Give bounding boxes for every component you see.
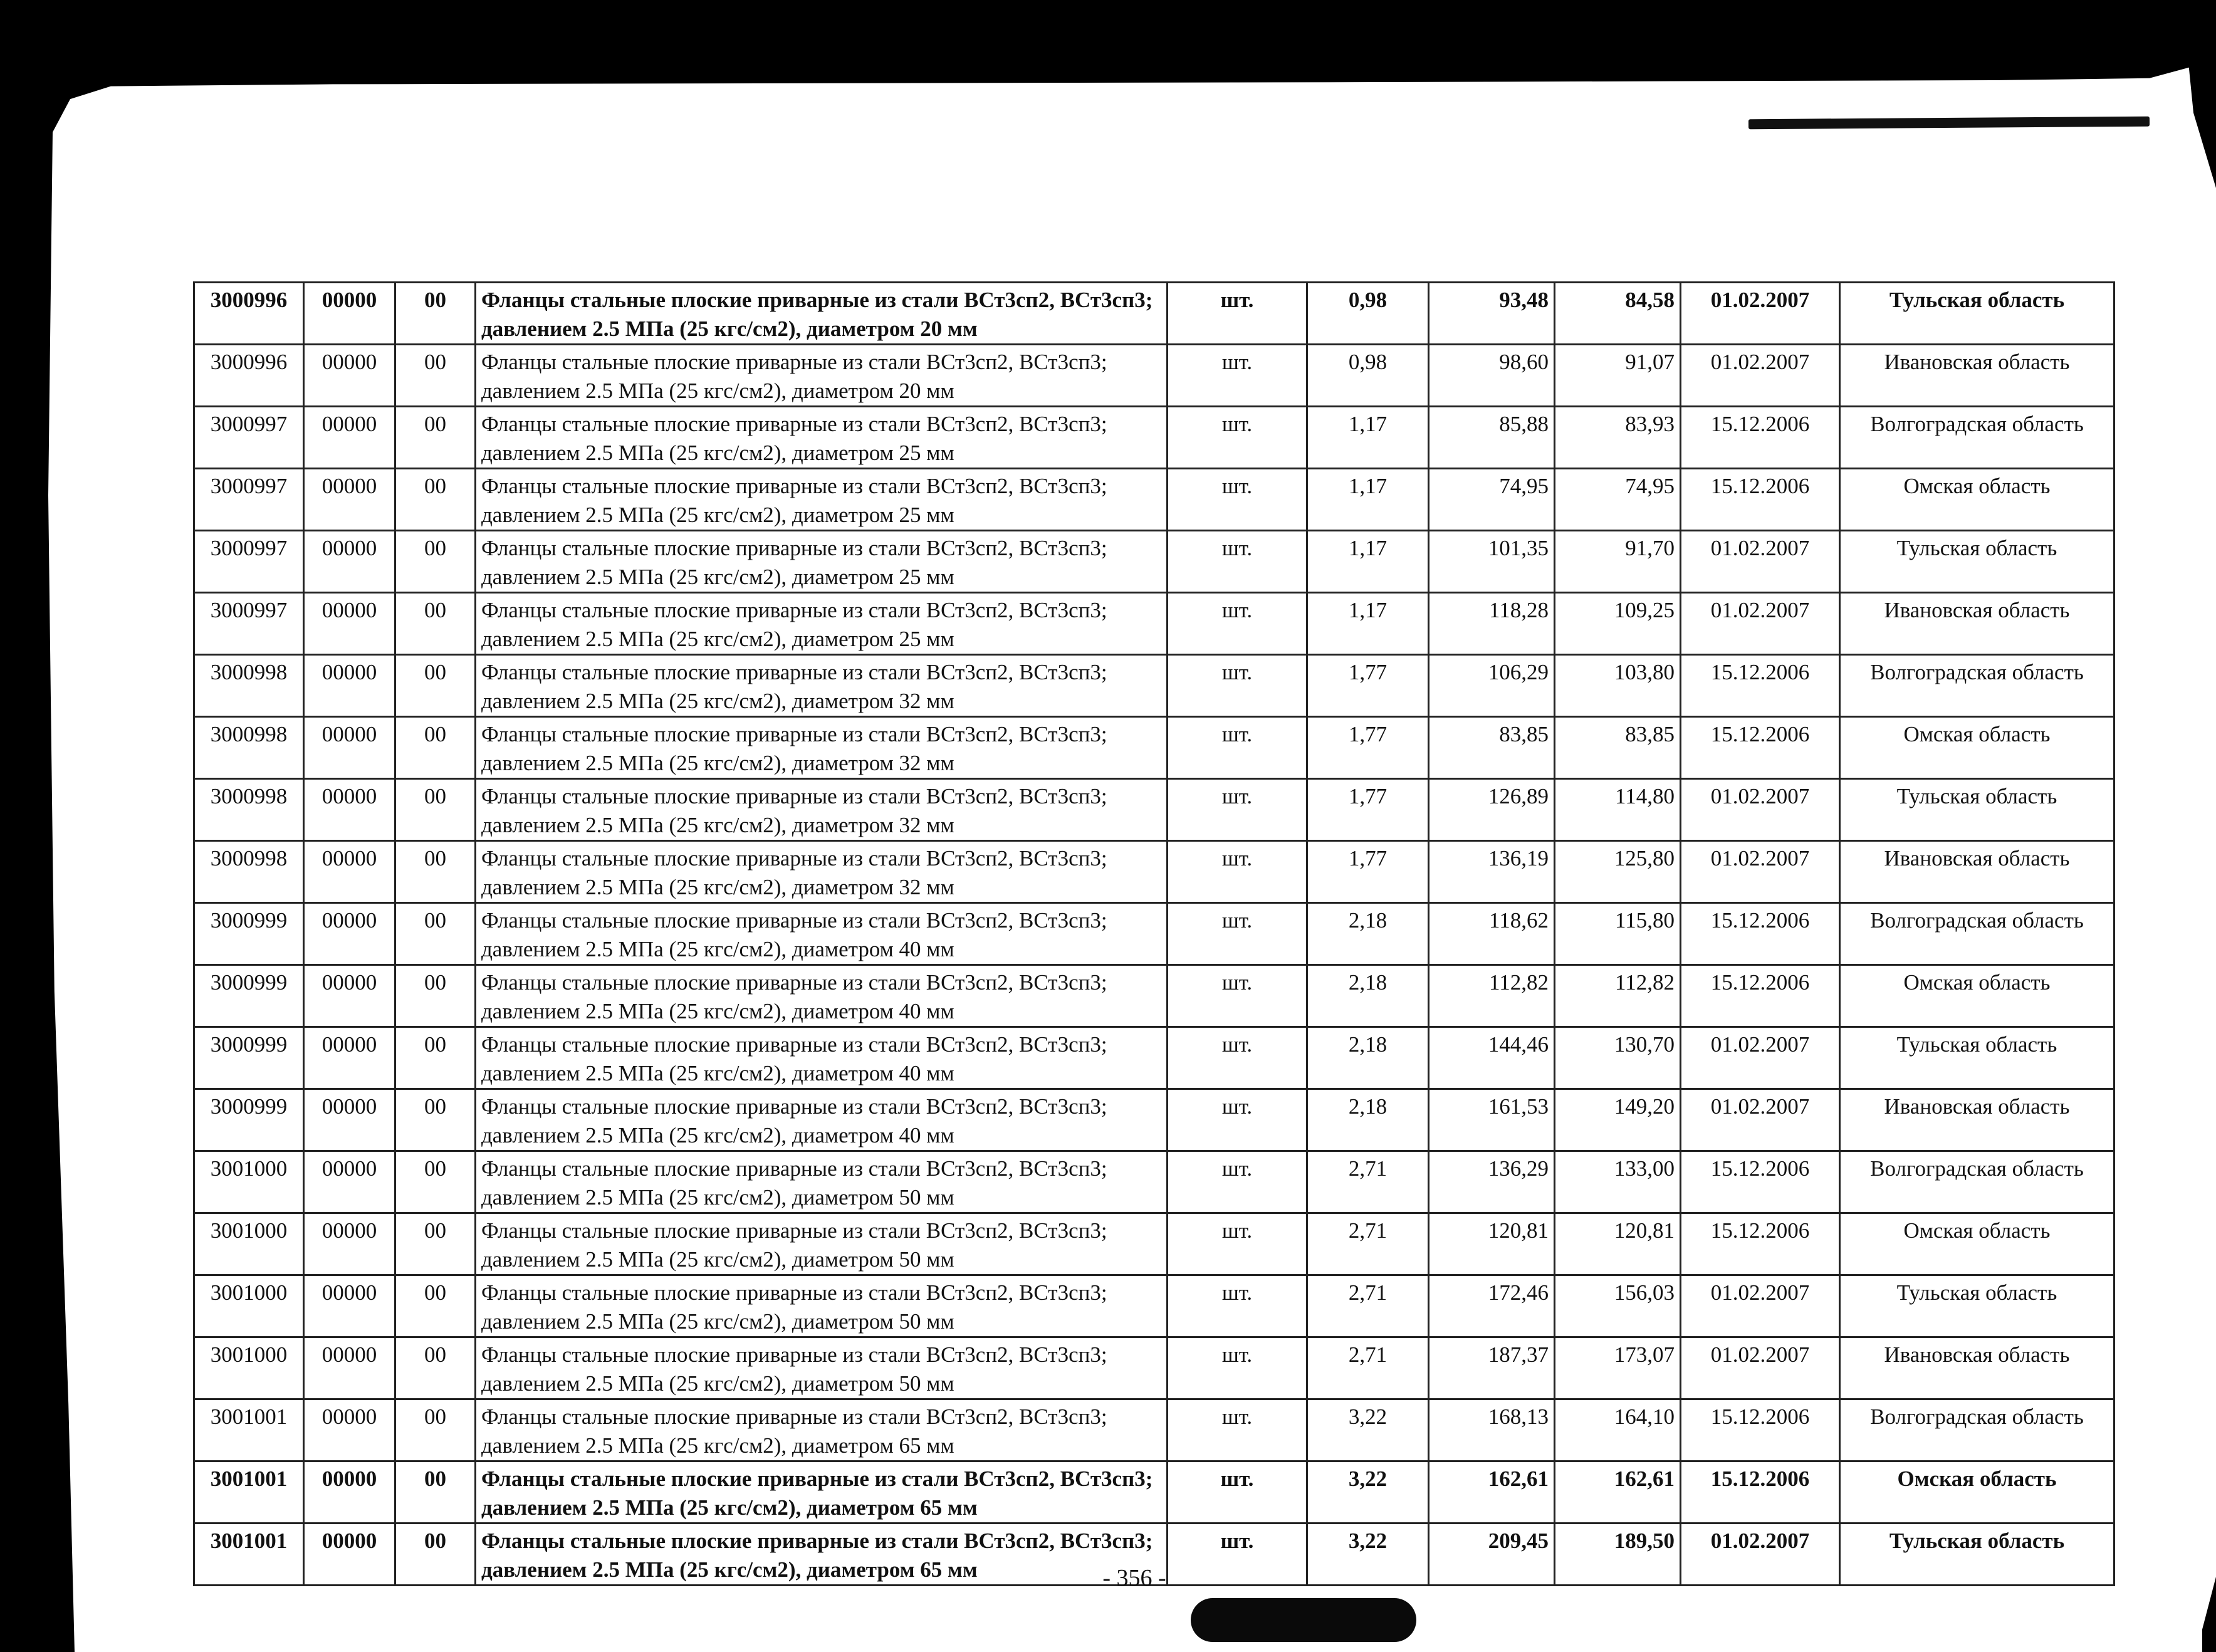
price-table [193,281,2115,1586]
subcode-cell: 00000 [304,965,395,1027]
region-cell: Омская область [1840,717,2114,779]
unit-cell: шт. [1168,1337,1307,1399]
description-cell: Фланцы стальные плоские приварные из стали ВСт3сп2, ВСт3сп3; давлением 2.5 МПа (25 кгс/см2), диаметром 25 мм [476,593,1168,655]
group-cell: 00 [395,1089,476,1151]
region-cell: Ивановская область [1840,1337,2114,1399]
group-cell: 00 [395,1337,476,1399]
group-cell: 00 [395,1275,476,1337]
weight-cell: 1,17 [1307,531,1429,593]
price-cell: 118,62 [1429,903,1555,965]
resource-code-cell: 3000998 [194,779,304,841]
resource-code-cell: 3000998 [194,717,304,779]
price-without-vat-cell: 114,80 [1555,779,1681,841]
weight-cell: 2,18 [1307,965,1429,1027]
description-cell: Фланцы стальные плоские приварные из стали ВСт3сп2, ВСт3сп3; давлением 2.5 МПа (25 кгс/см2), диаметром 40 мм [476,1027,1168,1089]
table-row [194,841,2114,903]
weight-cell: 2,18 [1307,903,1429,965]
group-cell: 00 [395,965,476,1027]
resource-code-cell: 3001001 [194,1524,304,1586]
table-row [194,655,2114,717]
table-row [194,1151,2114,1213]
resource-code-cell: 3000996 [194,283,304,345]
subcode-cell: 00000 [304,655,395,717]
subcode-cell: 00000 [304,1275,395,1337]
date-cell: 01.02.2007 [1681,345,1840,407]
subcode-cell: 00000 [304,1399,395,1461]
table-row [194,283,2114,345]
description-cell: Фланцы стальные плоские приварные из стали ВСт3сп2, ВСт3сп3; давлением 2.5 МПа (25 кгс/см2), диаметром 25 мм [476,407,1168,469]
subcode-cell: 00000 [304,283,395,345]
weight-cell: 3,22 [1307,1461,1429,1524]
scan-artifact-bar [1748,117,2150,129]
table-row [194,1089,2114,1151]
price-without-vat-cell: 120,81 [1555,1213,1681,1275]
price-cell: 187,37 [1429,1337,1555,1399]
group-cell: 00 [395,1461,476,1524]
price-without-vat-cell: 133,00 [1555,1151,1681,1213]
description-cell: Фланцы стальные плоские приварные из стали ВСт3сп2, ВСт3сп3; давлением 2.5 МПа (25 кгс/см2), диаметром 65 мм [476,1461,1168,1524]
subcode-cell: 00000 [304,407,395,469]
region-cell: Тульская область [1840,1275,2114,1337]
unit-cell: шт. [1168,1461,1307,1524]
unit-cell: шт. [1168,283,1307,345]
unit-cell: шт. [1168,1027,1307,1089]
region-cell: Волгоградская область [1840,655,2114,717]
description-cell: Фланцы стальные плоские приварные из стали ВСт3сп2, ВСт3сп3; давлением 2.5 МПа (25 кгс/см2), диаметром 32 мм [476,655,1168,717]
region-cell: Ивановская область [1840,1089,2114,1151]
group-cell: 00 [395,903,476,965]
unit-cell: шт. [1168,903,1307,965]
price-cell: 93,48 [1429,283,1555,345]
price-cell: 126,89 [1429,779,1555,841]
unit-cell: шт. [1168,531,1307,593]
price-without-vat-cell: 83,85 [1555,717,1681,779]
table-row [194,1213,2114,1275]
price-without-vat-cell: 130,70 [1555,1027,1681,1089]
table-row [194,345,2114,407]
group-cell: 00 [395,407,476,469]
weight-cell: 3,22 [1307,1524,1429,1586]
price-without-vat-cell: 164,10 [1555,1399,1681,1461]
group-cell: 00 [395,469,476,531]
unit-cell: шт. [1168,655,1307,717]
unit-cell: шт. [1168,1151,1307,1213]
resource-code-cell: 3000999 [194,903,304,965]
date-cell: 01.02.2007 [1681,1337,1840,1399]
subcode-cell: 00000 [304,593,395,655]
price-cell: 209,45 [1429,1524,1555,1586]
date-cell: 15.12.2006 [1681,965,1840,1027]
scan-border-right-bottom [2202,1577,2216,1652]
group-cell: 00 [395,593,476,655]
price-without-vat-cell: 162,61 [1555,1461,1681,1524]
price-cell: 106,29 [1429,655,1555,717]
resource-code-cell: 3001000 [194,1337,304,1399]
price-cell: 101,35 [1429,531,1555,593]
date-cell: 01.02.2007 [1681,1027,1840,1089]
group-cell: 00 [395,717,476,779]
unit-cell: шт. [1168,469,1307,531]
price-cell: 112,82 [1429,965,1555,1027]
table-row [194,531,2114,593]
price-without-vat-cell: 115,80 [1555,903,1681,965]
unit-cell: шт. [1168,593,1307,655]
description-cell: Фланцы стальные плоские приварные из стали ВСт3сп2, ВСт3сп3; давлением 2.5 МПа (25 кгс/см2), диаметром 32 мм [476,717,1168,779]
date-cell: 15.12.2006 [1681,1213,1840,1275]
price-without-vat-cell: 112,82 [1555,965,1681,1027]
group-cell: 00 [395,1524,476,1586]
unit-cell: шт. [1168,779,1307,841]
description-cell: Фланцы стальные плоские приварные из стали ВСт3сп2, ВСт3сп3; давлением 2.5 МПа (25 кгс/см2), диаметром 40 мм [476,903,1168,965]
date-cell: 01.02.2007 [1681,283,1840,345]
group-cell: 00 [395,1027,476,1089]
unit-cell: шт. [1168,345,1307,407]
table-row [194,1337,2114,1399]
price-without-vat-cell: 156,03 [1555,1275,1681,1337]
price-without-vat-cell: 91,07 [1555,345,1681,407]
subcode-cell: 00000 [304,1213,395,1275]
subcode-cell: 00000 [304,1337,395,1399]
description-cell: Фланцы стальные плоские приварные из стали ВСт3сп2, ВСт3сп3; давлением 2.5 МПа (25 кгс/см2), диаметром 50 мм [476,1213,1168,1275]
subcode-cell: 00000 [304,717,395,779]
weight-cell: 2,18 [1307,1089,1429,1151]
unit-cell: шт. [1168,1524,1307,1586]
table-row [194,965,2114,1027]
date-cell: 01.02.2007 [1681,1275,1840,1337]
region-cell: Тульская область [1840,283,2114,345]
price-cell: 161,53 [1429,1089,1555,1151]
description-cell: Фланцы стальные плоские приварные из стали ВСт3сп2, ВСт3сп3; давлением 2.5 МПа (25 кгс/см2), диаметром 65 мм [476,1524,1168,1586]
subcode-cell: 00000 [304,345,395,407]
resource-code-cell: 3000996 [194,345,304,407]
resource-code-cell: 3000997 [194,593,304,655]
resource-code-cell: 3000997 [194,407,304,469]
resource-code-cell: 3001001 [194,1399,304,1461]
weight-cell: 0,98 [1307,345,1429,407]
weight-cell: 2,71 [1307,1275,1429,1337]
date-cell: 01.02.2007 [1681,841,1840,903]
date-cell: 01.02.2007 [1681,531,1840,593]
weight-cell: 1,77 [1307,717,1429,779]
price-without-vat-cell: 103,80 [1555,655,1681,717]
price-without-vat-cell: 91,70 [1555,531,1681,593]
group-cell: 00 [395,779,476,841]
price-cell: 83,85 [1429,717,1555,779]
price-cell: 144,46 [1429,1027,1555,1089]
date-cell: 15.12.2006 [1681,407,1840,469]
scan-artifact-smudge [1191,1598,1416,1642]
description-cell: Фланцы стальные плоские приварные из стали ВСт3сп2, ВСт3сп3; давлением 2.5 МПа (25 кгс/см2), диаметром 40 мм [476,1089,1168,1151]
scan-border-top [0,0,2216,100]
table-row [194,1275,2114,1337]
resource-code-cell: 3001001 [194,1461,304,1524]
weight-cell: 1,17 [1307,593,1429,655]
region-cell: Омская область [1840,1461,2114,1524]
table-row [194,593,2114,655]
region-cell: Тульская область [1840,1524,2114,1586]
price-cell: 118,28 [1429,593,1555,655]
table-row [194,779,2114,841]
price-cell: 120,81 [1429,1213,1555,1275]
unit-cell: шт. [1168,1213,1307,1275]
page-number: - 356 - [1102,1565,1166,1591]
weight-cell: 2,71 [1307,1213,1429,1275]
region-cell: Волгоградская область [1840,1399,2114,1461]
description-cell: Фланцы стальные плоские приварные из стали ВСт3сп2, ВСт3сп3; давлением 2.5 МПа (25 кгс/см2), диаметром 50 мм [476,1275,1168,1337]
group-cell: 00 [395,1151,476,1213]
table-row [194,717,2114,779]
subcode-cell: 00000 [304,469,395,531]
region-cell: Омская область [1840,1213,2114,1275]
price-cell: 98,60 [1429,345,1555,407]
description-cell: Фланцы стальные плоские приварные из стали ВСт3сп2, ВСт3сп3; давлением 2.5 МПа (25 кгс/см2), диаметром 25 мм [476,531,1168,593]
region-cell: Омская область [1840,965,2114,1027]
subcode-cell: 00000 [304,531,395,593]
price-cell: 168,13 [1429,1399,1555,1461]
scan-border-right [2178,0,2216,188]
price-without-vat-cell: 125,80 [1555,841,1681,903]
region-cell: Волгоградская область [1840,903,2114,965]
price-cell: 85,88 [1429,407,1555,469]
description-cell: Фланцы стальные плоские приварные из стали ВСт3сп2, ВСт3сп3; давлением 2.5 МПа (25 кгс/см2), диаметром 50 мм [476,1337,1168,1399]
resource-code-cell: 3001000 [194,1151,304,1213]
unit-cell: шт. [1168,965,1307,1027]
table-row [194,469,2114,531]
unit-cell: шт. [1168,717,1307,779]
description-cell: Фланцы стальные плоские приварные из стали ВСт3сп2, ВСт3сп3; давлением 2.5 МПа (25 кгс/см2), диаметром 20 мм [476,345,1168,407]
group-cell: 00 [395,1213,476,1275]
description-cell: Фланцы стальные плоские приварные из стали ВСт3сп2, ВСт3сп3; давлением 2.5 МПа (25 кгс/см2), диаметром 20 мм [476,283,1168,345]
region-cell: Ивановская область [1840,841,2114,903]
region-cell: Ивановская область [1840,345,2114,407]
date-cell: 01.02.2007 [1681,1524,1840,1586]
group-cell: 00 [395,531,476,593]
group-cell: 00 [395,1399,476,1461]
group-cell: 00 [395,345,476,407]
resource-code-cell: 3001000 [194,1213,304,1275]
date-cell: 15.12.2006 [1681,655,1840,717]
region-cell: Тульская область [1840,1027,2114,1089]
weight-cell: 1,77 [1307,779,1429,841]
unit-cell: шт. [1168,407,1307,469]
price-without-vat-cell: 173,07 [1555,1337,1681,1399]
scan-border-left [0,0,88,1652]
price-without-vat-cell: 149,20 [1555,1089,1681,1151]
weight-cell: 2,71 [1307,1151,1429,1213]
resource-code-cell: 3000999 [194,1027,304,1089]
subcode-cell: 00000 [304,779,395,841]
unit-cell: шт. [1168,841,1307,903]
date-cell: 15.12.2006 [1681,1399,1840,1461]
resource-code-cell: 3001000 [194,1275,304,1337]
subcode-cell: 00000 [304,1524,395,1586]
price-cell: 136,29 [1429,1151,1555,1213]
weight-cell: 1,77 [1307,655,1429,717]
price-without-vat-cell: 84,58 [1555,283,1681,345]
weight-cell: 2,71 [1307,1337,1429,1399]
date-cell: 15.12.2006 [1681,1461,1840,1524]
table-row [194,1461,2114,1524]
resource-code-cell: 3000997 [194,469,304,531]
resource-code-cell: 3000999 [194,965,304,1027]
date-cell: 15.12.2006 [1681,903,1840,965]
resource-code-cell: 3000998 [194,841,304,903]
date-cell: 01.02.2007 [1681,1089,1840,1151]
price-table-body [194,283,2114,1586]
region-cell: Ивановская область [1840,593,2114,655]
unit-cell: шт. [1168,1399,1307,1461]
unit-cell: шт. [1168,1089,1307,1151]
weight-cell: 1,17 [1307,407,1429,469]
region-cell: Тульская область [1840,779,2114,841]
price-without-vat-cell: 74,95 [1555,469,1681,531]
resource-code-cell: 3000998 [194,655,304,717]
subcode-cell: 00000 [304,1151,395,1213]
resource-code-cell: 3000997 [194,531,304,593]
description-cell: Фланцы стальные плоские приварные из стали ВСт3сп2, ВСт3сп3; давлением 2.5 МПа (25 кгс/см2), диаметром 32 мм [476,779,1168,841]
unit-cell: шт. [1168,1275,1307,1337]
description-cell: Фланцы стальные плоские приварные из стали ВСт3сп2, ВСт3сп3; давлением 2.5 МПа (25 кгс/см2), диаметром 40 мм [476,965,1168,1027]
weight-cell: 2,18 [1307,1027,1429,1089]
region-cell: Омская область [1840,469,2114,531]
subcode-cell: 00000 [304,841,395,903]
date-cell: 15.12.2006 [1681,717,1840,779]
date-cell: 01.02.2007 [1681,593,1840,655]
region-cell: Тульская область [1840,531,2114,593]
price-cell: 172,46 [1429,1275,1555,1337]
weight-cell: 1,17 [1307,469,1429,531]
price-cell: 162,61 [1429,1461,1555,1524]
group-cell: 00 [395,655,476,717]
description-cell: Фланцы стальные плоские приварные из стали ВСт3сп2, ВСт3сп3; давлением 2.5 МПа (25 кгс/см2), диаметром 25 мм [476,469,1168,531]
table-row [194,1027,2114,1089]
price-without-vat-cell: 189,50 [1555,1524,1681,1586]
table-row [194,407,2114,469]
date-cell: 01.02.2007 [1681,779,1840,841]
subcode-cell: 00000 [304,1027,395,1089]
region-cell: Волгоградская область [1840,1151,2114,1213]
description-cell: Фланцы стальные плоские приварные из стали ВСт3сп2, ВСт3сп3; давлением 2.5 МПа (25 кгс/см2), диаметром 50 мм [476,1151,1168,1213]
date-cell: 15.12.2006 [1681,469,1840,531]
date-cell: 15.12.2006 [1681,1151,1840,1213]
table-row [194,1399,2114,1461]
weight-cell: 3,22 [1307,1399,1429,1461]
region-cell: Волгоградская область [1840,407,2114,469]
weight-cell: 0,98 [1307,283,1429,345]
table-row [194,903,2114,965]
group-cell: 00 [395,283,476,345]
group-cell: 00 [395,841,476,903]
subcode-cell: 00000 [304,1089,395,1151]
resource-code-cell: 3000999 [194,1089,304,1151]
subcode-cell: 00000 [304,1461,395,1524]
description-cell: Фланцы стальные плоские приварные из стали ВСт3сп2, ВСт3сп3; давлением 2.5 МПа (25 кгс/см2), диаметром 32 мм [476,841,1168,903]
price-cell: 74,95 [1429,469,1555,531]
price-without-vat-cell: 109,25 [1555,593,1681,655]
description-cell: Фланцы стальные плоские приварные из стали ВСт3сп2, ВСт3сп3; давлением 2.5 МПа (25 кгс/см2), диаметром 65 мм [476,1399,1168,1461]
subcode-cell: 00000 [304,903,395,965]
price-cell: 136,19 [1429,841,1555,903]
weight-cell: 1,77 [1307,841,1429,903]
price-without-vat-cell: 83,93 [1555,407,1681,469]
